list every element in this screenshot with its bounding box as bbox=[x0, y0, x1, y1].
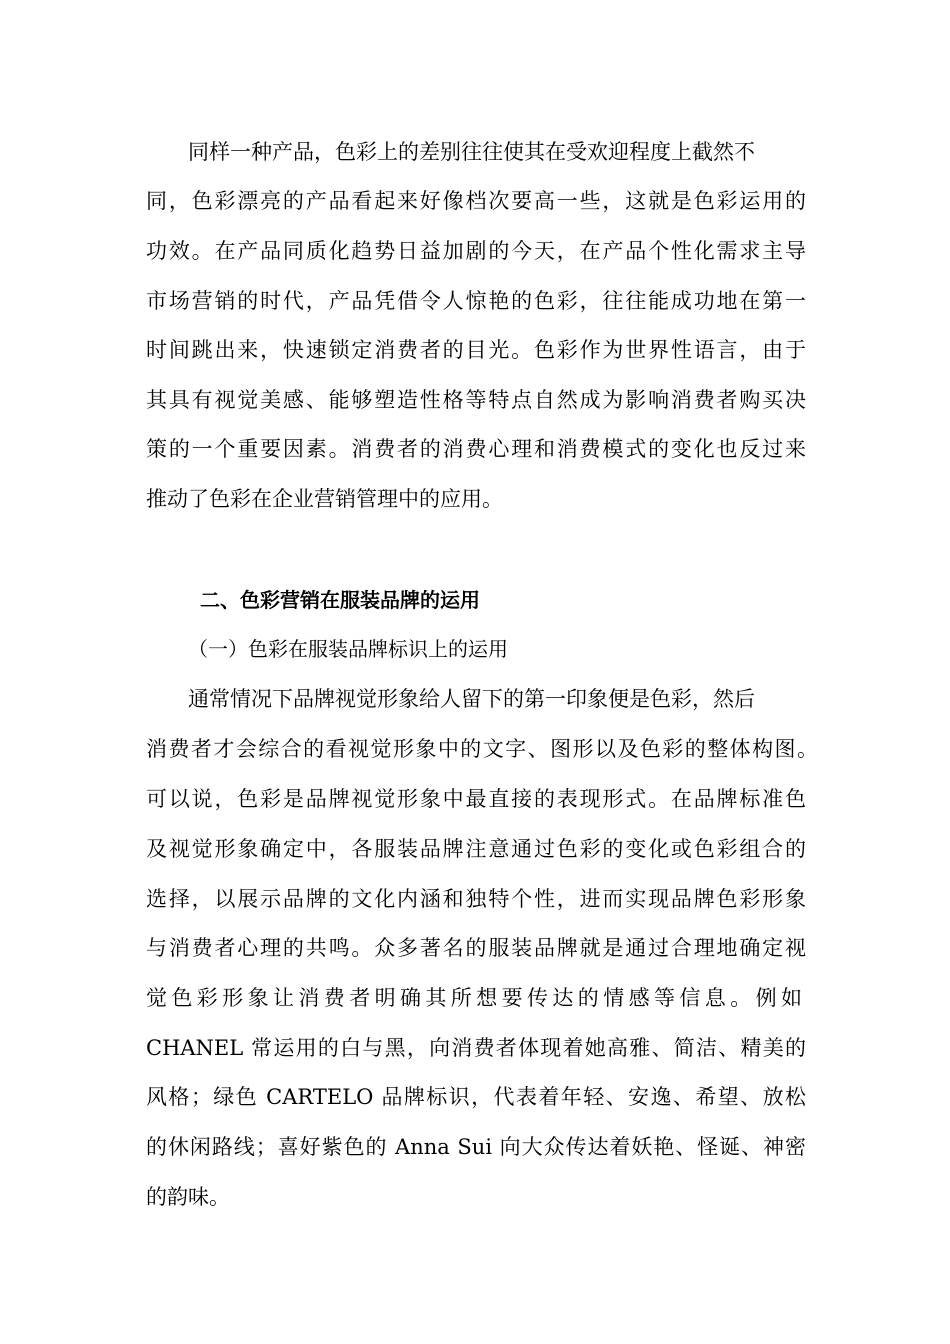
paragraph-1-line-6: 其具有视觉美感、能够塑造性格等特点自然成为影响消费者购买决 bbox=[146, 388, 806, 412]
paragraph-2-line-5: 选择，以展示品牌的文化内涵和独特个性，进而实现品牌色彩形象 bbox=[146, 887, 806, 911]
paragraph-2-line-1: 通常情况下品牌视觉形象给人留下的第一印象便是色彩，然后 bbox=[188, 687, 755, 711]
paragraph-1-line-1: 同样一种产品，色彩上的差别往往使其在受欢迎程度上截然不 bbox=[188, 140, 755, 164]
paragraph-1-line-7: 策的一个重要因素。消费者的消费心理和消费模式的变化也反过来 bbox=[146, 437, 806, 461]
section-heading: 二、色彩营销在服装品牌的运用 bbox=[200, 588, 480, 612]
paragraph-1-line-5: 时间跳出来，快速锁定消费者的目光。色彩作为世界性语言，由于 bbox=[146, 338, 806, 362]
paragraph-2-line-7: 觉色彩形象让消费者明确其所想要传达的情感等信息。例如 bbox=[146, 986, 806, 1010]
paragraph-1-line-3: 功效。在产品同质化趋势日益加剧的今天，在产品个性化需求主导 bbox=[146, 239, 806, 263]
sub-heading: （一）色彩在服装品牌标识上的运用 bbox=[188, 637, 508, 661]
paragraph-2-line-2: 消费者才会综合的看视觉形象中的文字、图形以及色彩的整体构图。 bbox=[146, 737, 818, 761]
paragraph-1-line-8: 推动了色彩在企业营销管理中的应用。 bbox=[146, 487, 503, 511]
paragraph-2-line-3: 可以说，色彩是品牌视觉形象中最直接的表现形式。在品牌标准色 bbox=[146, 787, 806, 811]
paragraph-2-line-8: CHANEL 常运用的白与黑，向消费者体现着她高雅、简洁、精美的 bbox=[146, 1036, 806, 1060]
paragraph-2-line-11: 的韵味。 bbox=[146, 1185, 230, 1209]
paragraph-2-line-4: 及视觉形象确定中，各服装品牌注意通过色彩的变化或色彩组合的 bbox=[146, 837, 806, 861]
paragraph-1-line-2: 同，色彩漂亮的产品看起来好像档次要高一些，这就是色彩运用的 bbox=[146, 189, 806, 213]
paragraph-2-line-10: 的休闲路线；喜好紫色的 Anna Sui 向大众传达着妖艳、怪诞、神密 bbox=[146, 1135, 806, 1159]
paragraph-1-line-4: 市场营销的时代，产品凭借令人惊艳的色彩，往往能成功地在第一 bbox=[146, 289, 806, 313]
paragraph-2-line-9: 风格；绿色 CARTELO 品牌标识，代表着年轻、安逸、希望、放松 bbox=[146, 1085, 806, 1109]
paragraph-2-line-6: 与消费者心理的共鸣。众多著名的服装品牌就是通过合理地确定视 bbox=[146, 936, 806, 960]
